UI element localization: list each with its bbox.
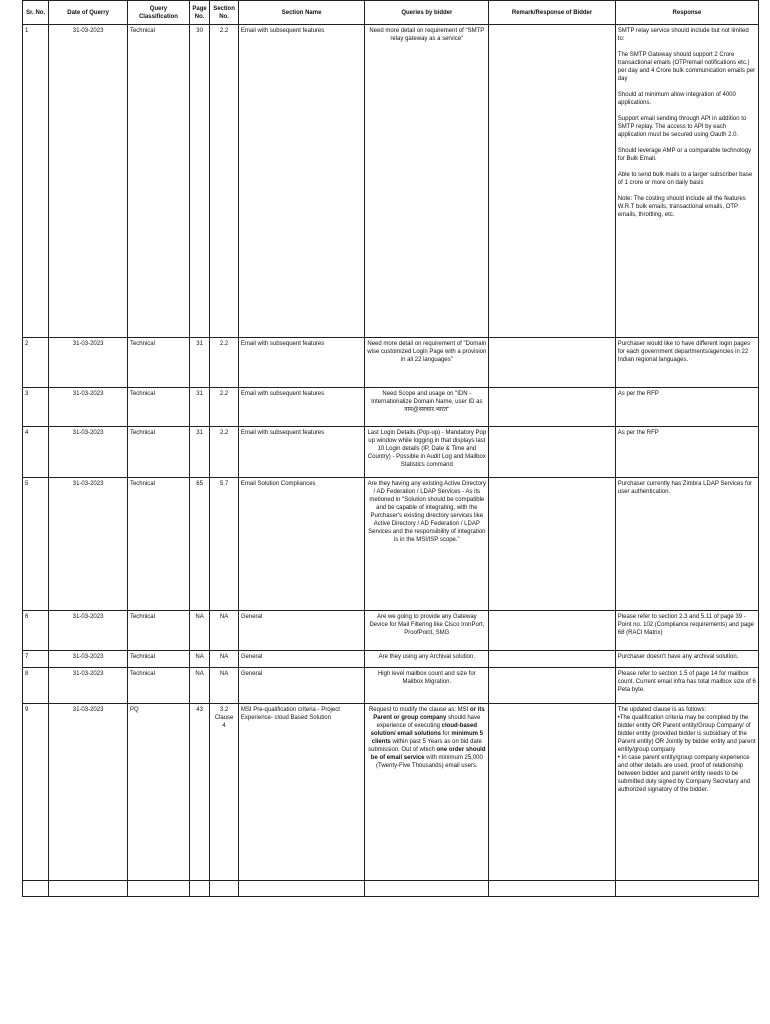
cell-sr: 8 — [23, 668, 49, 704]
response-paragraph: SMTP relay service should include but not limited to: — [617, 28, 749, 42]
query-text-part: Request to modify the clause as: MSI — [368, 707, 471, 713]
table-row — [23, 651, 759, 668]
header-date: Date of Querry — [49, 1, 128, 25]
response-paragraph: Purchaser doesn't have any archival solution. — [617, 654, 739, 660]
query-text-part: within past 5 Years as on bid date submission. Out of which — [368, 739, 482, 753]
cell-classification: Technical — [127, 611, 189, 651]
cell-remark — [489, 388, 615, 427]
cell-page: 31 — [189, 338, 209, 388]
cell-query — [365, 704, 489, 881]
cell-response — [615, 25, 758, 338]
cell-response — [615, 611, 758, 651]
query-text-part: minimum 5 clients — [371, 731, 483, 745]
cell-response — [615, 388, 758, 427]
table-row — [23, 668, 759, 704]
cell-section-name: Email with subsequent features — [238, 25, 364, 338]
cell-classification: Technical — [127, 478, 189, 611]
cell-sr: 5 — [23, 478, 49, 611]
cell-section: NA — [210, 651, 239, 668]
cell-section: 2.2 — [210, 338, 239, 388]
header-page: Page No. — [189, 1, 209, 25]
cell-page: NA — [189, 651, 209, 668]
cell-query: Need Scope and usage on "IDN - Internationalize Domain Name, user ID as नाम@सरकार.भारत" — [365, 388, 489, 427]
cell-classification: Technical — [127, 25, 189, 338]
cell-page: 65 — [189, 478, 209, 611]
blank-row — [23, 881, 759, 897]
cell-response — [615, 338, 758, 388]
response-paragraph: Should leverage AMP or a comparable technology for Bulk Email. — [617, 148, 752, 162]
query-text-part: with minimum 25,000 (Twenty-Five Thousands) email users. — [376, 755, 483, 769]
cell-section: NA — [210, 668, 239, 704]
cell-section-name: General — [238, 651, 364, 668]
cell-date: 31-03-2023 — [49, 338, 128, 388]
cell-date: 31-03-2023 — [49, 611, 128, 651]
cell-page: 31 — [189, 427, 209, 478]
cell-response — [615, 478, 758, 611]
header-classification: Query Classification — [127, 1, 189, 25]
cell-classification: Technical — [127, 668, 189, 704]
header-response: Response — [615, 1, 758, 25]
cell-query: Are they having any existing Active Directory / AD Federation / LDAP Services - As its metioned in "Solution should be compatible and be capable of integrating, with the Purchaser's existing directory services like Active Directory / AD Federation / LDAP Services and the responsibility of integration is in the MSI/ISP scope." — [365, 478, 489, 611]
cell-section-name: Email with subsequent features — [238, 338, 364, 388]
header-section-name: Section Name — [238, 1, 364, 25]
cell-query: High level mailbox count and size for Mailbox Migration. — [365, 668, 489, 704]
cell-classification: Technical — [127, 338, 189, 388]
cell-page: 43 — [189, 704, 209, 881]
query-text-part: or its Parent or group company — [373, 707, 485, 721]
cell-remark — [489, 478, 615, 611]
cell-response — [615, 668, 758, 704]
response-paragraph: Please refer to section 2.3 and 5.11 of page 39 -Point no. 102 (Compliance requirements) and page 68 (RACI Matrix) — [617, 614, 754, 636]
response-paragraph: Please refer to section 1.5 of page 14 for mailbox count. Current email infra has total mailbox size of 6 Peta byte. — [617, 671, 756, 693]
cell-remark — [489, 25, 615, 338]
response-paragraph: As per the RFP — [617, 391, 659, 397]
response-paragraph: Should at minimum allow integration of 4000 applications. — [617, 92, 736, 106]
header-sr: Sr. No. — [23, 1, 49, 25]
cell-sr: 6 — [23, 611, 49, 651]
table-row — [23, 25, 759, 338]
cell-response — [615, 704, 758, 881]
table-row — [23, 338, 759, 388]
cell-classification: Technical — [127, 651, 189, 668]
cell-query: Are we going to provide any Gateway Device for Mail Filtering like Cisco IronPort, ProofPoint, SMG — [365, 611, 489, 651]
response-paragraph: Purchaser would like to have different login pages for each government departments/agencies in 22 Indian regional languages. — [617, 341, 751, 363]
cell-section-name: General — [238, 668, 364, 704]
cell-date: 31-03-2023 — [49, 25, 128, 338]
response-paragraph: The SMTP Gateway should support 2 Crore transactional emails (OTP/email notifications etc.) per day and 4 Crore bulk communication emails per day — [617, 52, 756, 82]
table-row — [23, 478, 759, 611]
cell-date: 31-03-2023 — [49, 388, 128, 427]
cell-page: 30 — [189, 25, 209, 338]
header-row — [23, 1, 759, 25]
cell-query: Need more detail on requirement of "Domain wise customized Login Page with a provision in all 22 languages" — [365, 338, 489, 388]
cell-date: 31-03-2023 — [49, 704, 128, 881]
header-section: Section No. — [210, 1, 239, 25]
cell-sr: 4 — [23, 427, 49, 478]
header-queries: Queries by bidder — [365, 1, 489, 25]
cell-classification: Technical — [127, 427, 189, 478]
query-text-part: should have experience of executing — [376, 715, 481, 729]
cell-page: NA — [189, 668, 209, 704]
cell-date: 31-03-2023 — [49, 478, 128, 611]
cell-sr: 2 — [23, 338, 49, 388]
cell-sr: 3 — [23, 388, 49, 427]
cell-section-name: Email Solution Compliances — [238, 478, 364, 611]
table-row — [23, 388, 759, 427]
cell-section-name: MSI Pre-qualification criteria - Project Experience- cloud Based Solution — [238, 704, 364, 881]
table-row — [23, 704, 759, 881]
header-remark: Remark/Response of Bidder — [489, 1, 615, 25]
cell-section-name: Email with subsequent features — [238, 427, 364, 478]
response-paragraph: Purchaser currently has Zimbra LDAP Services for user authentication. — [617, 481, 753, 495]
cell-section: 5.7 — [210, 478, 239, 611]
cell-remark — [489, 651, 615, 668]
cell-remark — [489, 338, 615, 388]
cell-response — [615, 427, 758, 478]
response-paragraph: Able to send bulk mails to a larger subscriber base of 1 crore or more on daily basis — [617, 172, 753, 186]
cell-classification: Technical — [127, 388, 189, 427]
cell-page: 31 — [189, 388, 209, 427]
cell-date: 31-03-2023 — [49, 427, 128, 478]
cell-remark — [489, 704, 615, 881]
cell-remark — [489, 611, 615, 651]
query-response-table — [22, 0, 759, 897]
cell-sr: 1 — [23, 25, 49, 338]
cell-remark — [489, 427, 615, 478]
cell-section: 3.2 Clause 4 — [210, 704, 239, 881]
response-paragraph: As per the RFP — [617, 430, 659, 436]
cell-section-name: Email with subsequent features — [238, 388, 364, 427]
response-paragraph: Support email sending through API in addition to SMTP replay. The access to API by each application must be secured using Oauth 2.0. — [617, 116, 747, 138]
cell-section: 2.2 — [210, 427, 239, 478]
cell-classification: PQ — [127, 704, 189, 881]
cell-date: 31-03-2023 — [49, 651, 128, 668]
cell-section: NA — [210, 611, 239, 651]
table-row — [23, 427, 759, 478]
cell-section-name: General — [238, 611, 364, 651]
response-paragraph: The updated clause is as follows: •The qualification criteria may be complied by the bidder entity OR Parent entity/Group Company/ of bidder entity (provided bidder is subsidiary of the Parent entity) OR Jointly by bidder entity and parent entity/group company • In case parent entity/group company experience and other details are used, proof of relationship between bidder and parent entity needs to be submitted duly signed by Company Secretary and authorized signatory of the bidder. — [617, 707, 756, 793]
cell-query: Last Login Details (Pop-up) - Mandatory Pop up window while logging in that displays last 10 Login details (IP, Date & Time and Country) - Possible in Audit Log and Mailbox Statistics command — [365, 427, 489, 478]
cell-sr: 7 — [23, 651, 49, 668]
query-text-part: for — [440, 731, 452, 737]
query-text-part: cloud-based solution/ email solutions — [370, 723, 478, 737]
query-text-part: one order should be of email service — [370, 747, 486, 761]
cell-remark — [489, 668, 615, 704]
cell-section: 2.2 — [210, 388, 239, 427]
cell-query: Need more detail on requirement of "SMTP relay gateway as a service" — [365, 25, 489, 338]
response-paragraph: Note: The costing should include all the features W.R.T bulk emails, transactional emails, OTP emails, throttling, etc. — [617, 196, 746, 218]
cell-query: Are they using any Archival solution. — [365, 651, 489, 668]
cell-date: 31-03-2023 — [49, 668, 128, 704]
cell-response — [615, 651, 758, 668]
cell-section: 2.2 — [210, 25, 239, 338]
cell-page: NA — [189, 611, 209, 651]
cell-sr: 9 — [23, 704, 49, 881]
table-row — [23, 611, 759, 651]
